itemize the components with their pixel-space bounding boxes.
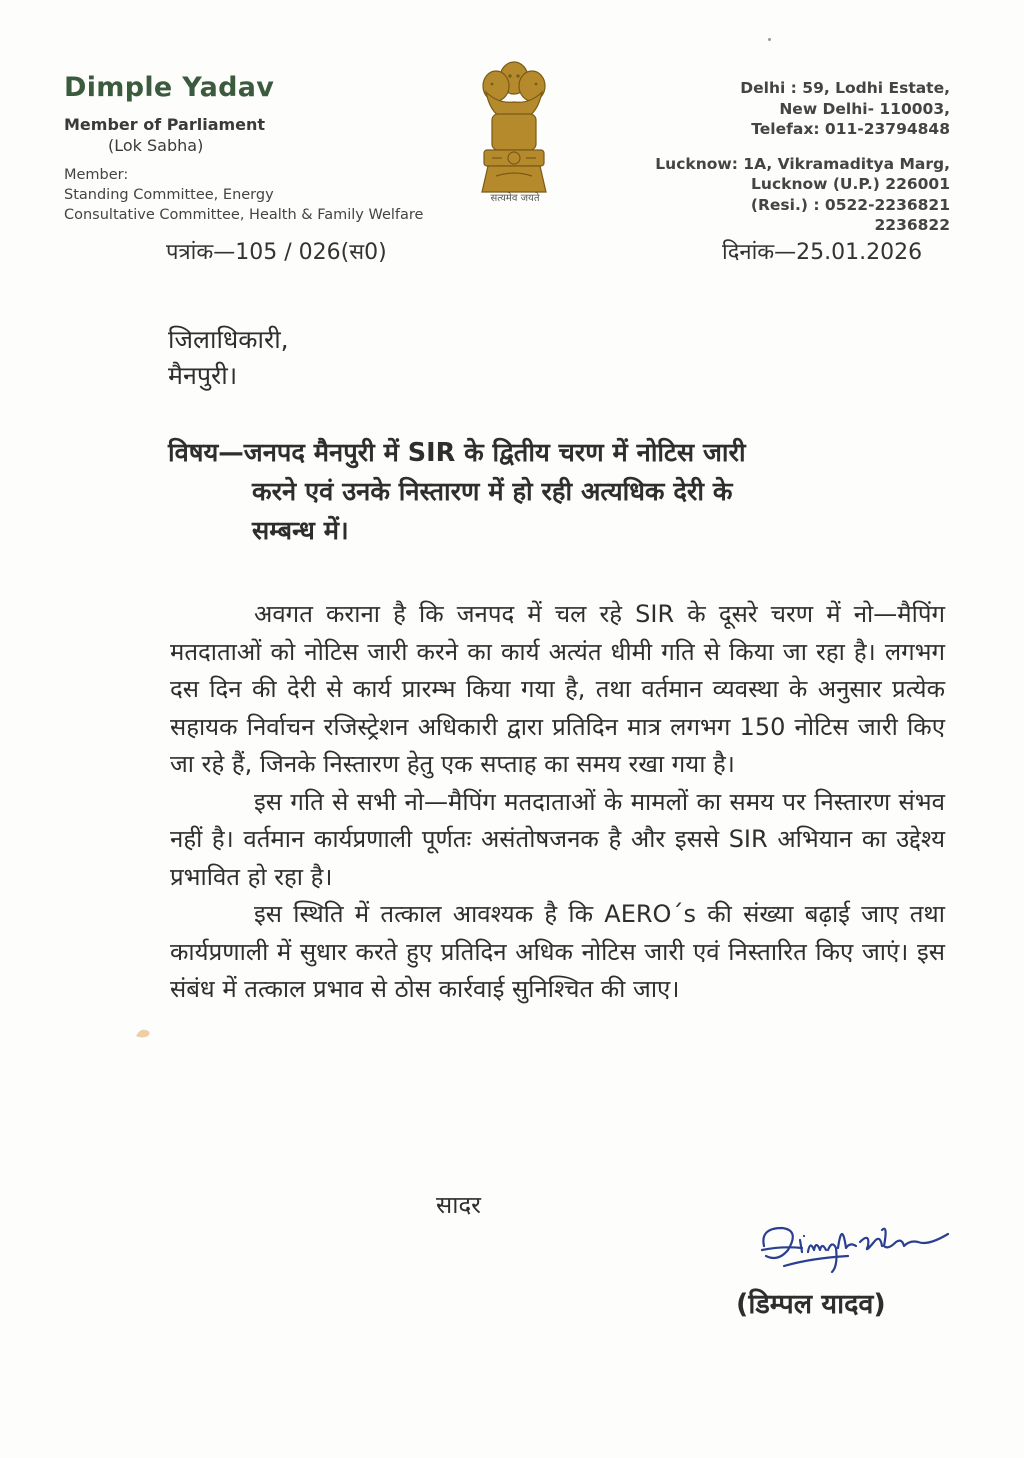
letter-date: दिनांक—25.01.2026 [722, 240, 923, 265]
subject-line-3: सम्बन्ध में। [252, 516, 349, 546]
subject-line-1: विषय—जनपद मैनपुरी में SIR के द्वितीय चरण में नोटिस जारी [168, 438, 746, 468]
delhi-telefax: Telefax: 011-23794848 [751, 120, 950, 138]
emblem-motto: सत्यमेव जयते [490, 193, 540, 204]
handwritten-signature [752, 1206, 962, 1286]
letterhead-left [64, 72, 484, 225]
closing-salutation: सादर [436, 1191, 481, 1219]
body-paragraph-2: इस गति से सभी नो—मैपिंग मतदाताओं के मामलों का समय पर निस्तारण संभव नहीं है। वर्तमान कार्यप्रणाली पूर्णतः असंतोषजनक है और इससे SIR अभियान का उद्देश्य प्रभावित हो रहा है। [170, 787, 945, 891]
lucknow-phone-2: 2236822 [874, 216, 950, 234]
body-paragraph-1: अवगत कराना है कि जनपद में चल रहे SIR के दूसरे चरण में नो—मैपिंग मतदाताओं को नोटिस जारी करने का कार्य अत्यंत धीमी गति से किया जा रहा है। लगभग दस दिन की देरी से कार्य प्रारम्भ किया गया है, तथा वर्तमान व्यवस्था के अनुसार प्रत्येक सहायक निर्वाचन रजिस्ट्रेशन अधिकारी द्वारा प्रतिदिन मात्र लगभग 150 नोटिस जारी किए जा रहे हैं, जिनके निस्तारण हेतु एक सप्ताह का समय रखा गया है। [170, 600, 945, 778]
letter-reference: पत्रांक—105 / 026(स0) [166, 240, 387, 265]
body-paragraph-3: इस स्थिति में तत्काल आवश्यक है कि AERO´s की संख्या बढ़ाई जाए तथा कार्यप्रणाली में सुधार करते हुए प्रतिदिन अधिक नोटिस जारी एवं निस्तारित किए जाएं। इस संबंध में तत्काल प्रभाव से ठोस कार्रवाई सुनिश्चित की जाए। [170, 900, 945, 1003]
delhi-address-line-2: New Delhi- 110003, [779, 99, 950, 118]
subject-line-2: करने एवं उनके निस्तारण में हो रही अत्यधिक देरी के [252, 477, 733, 507]
paper-stain [134, 1026, 154, 1040]
addressee [168, 322, 289, 394]
lucknow-address-line-1: Lucknow: 1A, Vikramaditya Marg, [655, 154, 950, 173]
lucknow-address-line-2: Lucknow (U.P.) 226001 [751, 175, 950, 193]
letterhead-addresses [655, 78, 950, 236]
letterhead-committees [64, 165, 484, 225]
member-label: Member: [64, 167, 129, 183]
national-emblem-icon [466, 52, 562, 212]
delhi-address-line-1: Delhi : 59, Lodhi Estate, [740, 79, 950, 97]
letter-subject [168, 434, 943, 551]
letterhead-role: Member of Parliament [64, 115, 266, 134]
letterhead-name: Dimple Yadav [64, 72, 275, 103]
committee-health: Consultative Committee, Health & Family Welfare [64, 207, 424, 223]
addressee-place: मैनपुरी। [168, 361, 238, 390]
lucknow-residence-phone: (Resi.) : 0522-2236821 [750, 195, 950, 214]
letterhead-house: (Lok Sabha) [108, 136, 204, 155]
addressee-title: जिलाधिकारी, [168, 325, 289, 354]
speck [768, 38, 771, 41]
signatory-name: (डिम्पल यादव) [736, 1289, 886, 1320]
committee-energy: Standing Committee, Energy [64, 187, 274, 203]
letter-body [170, 596, 945, 1009]
